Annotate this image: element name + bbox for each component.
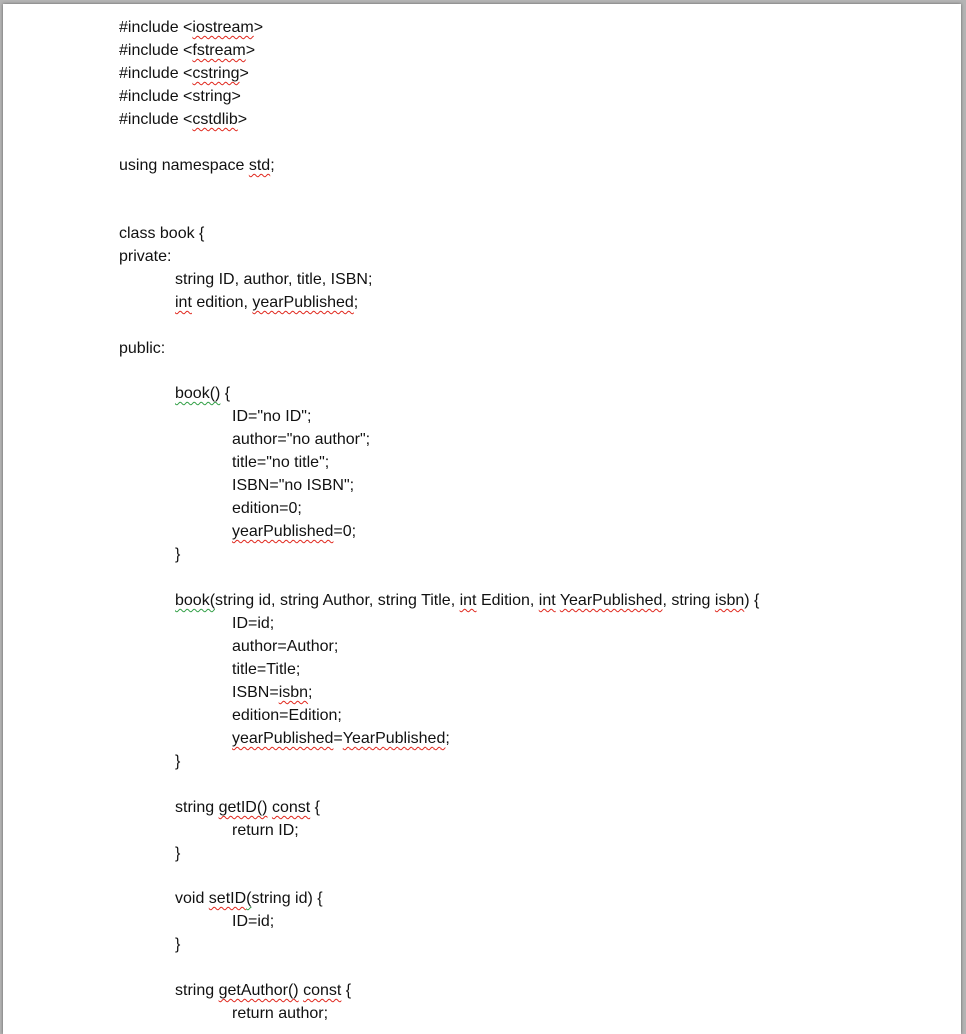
code-text: { [310,799,320,816]
spelling-error-text: std [248,157,271,174]
code-text: string id, string Author, string Title, [215,592,460,609]
code-line [232,453,329,473]
code-line [175,889,323,909]
code-text: Edition, [476,592,539,609]
code-line [175,293,358,313]
code-text: string [175,982,219,999]
code-line [175,270,372,290]
code-line [119,41,255,61]
code-text: author=Author; [232,638,339,655]
code-line [175,844,180,864]
code-text: } [175,753,181,770]
code-text: ; [270,157,275,174]
spelling-error-text: isbn [714,592,745,609]
code-text: { [341,982,352,999]
code-text: } [175,546,181,563]
code-text: } [175,936,181,953]
grammar-flag-text: ( [246,890,252,907]
code-line [232,706,342,726]
code-text: author="no author"; [232,431,371,448]
code-text: ISBN= [232,684,279,701]
code-text: #include <string> [119,88,241,105]
code-text: string [175,799,219,816]
code-text: ; [445,730,450,747]
code-text: edition=Edition; [232,707,342,724]
spelling-error-text: setID [208,890,247,907]
spelling-error-text: yearPublished [252,294,354,311]
code-text: edition=0; [232,500,302,517]
spelling-error-text: yearPublished [232,730,334,747]
code-text: void [175,890,209,907]
code-line [175,384,230,404]
code-line [175,591,759,611]
spelling-error-text: iostream [192,19,254,36]
code-text: public: [119,340,166,357]
code-text: > [253,19,264,36]
code-text: #include < [119,19,193,36]
code-text: using namespace [119,157,249,174]
code-line [175,935,180,955]
code-line [119,110,247,130]
code-line [232,729,450,749]
code-line [232,430,370,450]
code-text: ID=id; [232,615,275,632]
spelling-error-text: int [459,592,477,609]
code-text: return author; [232,1005,329,1022]
code-text: #include < [119,42,193,59]
code-line [232,476,354,496]
code-line [232,912,274,932]
code-text: class book { [119,225,205,242]
code-line [232,614,274,634]
code-line [119,18,263,38]
code-line [175,752,180,772]
spelling-error-text: isbn [278,684,309,701]
code-line [119,224,204,244]
code-line [232,660,300,680]
spelling-error-text: getID() [218,799,268,816]
spelling-error-text: yearPublished [232,523,334,540]
code-line [175,545,180,565]
code-text: title="no title"; [232,454,330,471]
grammar-flag-text: book( [175,592,216,609]
code-text: { [220,385,231,402]
code-line [119,156,275,176]
code-text: } [175,845,181,862]
code-text: , string [662,592,715,609]
code-line [119,247,171,267]
code-text: > [237,111,248,128]
code-text: = [333,730,343,747]
code-line [232,637,338,657]
code-line [119,339,165,359]
spelling-error-text: YearPublished [559,592,663,609]
code-line [232,821,299,841]
spelling-error-text: int [538,592,556,609]
code-line [119,64,249,84]
code-line [232,1004,328,1024]
code-text: ) { [744,592,760,609]
document-page[interactable] [3,4,961,1034]
spelling-error-text: fstream [192,42,246,59]
document-body[interactable] [3,4,961,1034]
code-line [175,981,351,1001]
code-line [175,798,320,818]
code-line [119,87,241,107]
code-text: #include < [119,65,193,82]
code-text: ; [308,684,313,701]
code-text: =0; [333,523,357,540]
code-text: edition, [191,294,253,311]
spelling-error-text: int [175,294,192,311]
code-text: string ID, author, title, ISBN; [175,271,373,288]
code-text: > [239,65,249,82]
code-line [232,499,302,519]
code-line [232,683,313,703]
code-text: > [245,42,256,59]
code-text: ISBN="no ISBN"; [232,477,355,494]
code-line [232,522,356,542]
spelling-error-text: const [271,799,311,816]
code-text: #include < [119,111,193,128]
code-text: title=Title; [232,661,301,678]
code-text: ID="no ID"; [232,408,312,425]
code-line [232,407,311,427]
code-text: ; [353,294,359,311]
spelling-error-text: YearPublished [342,730,446,747]
code-text: return ID; [232,822,299,839]
spelling-error-text: getAuthor() [218,982,299,999]
code-text: private: [119,248,172,265]
grammar-flag-text: book() [175,385,221,402]
spelling-error-text: cstdlib [192,111,238,128]
code-text: string id) { [251,890,323,907]
spelling-error-text: cstring [192,65,240,82]
spelling-error-text: const [303,982,342,999]
code-text: ID=id; [232,913,275,930]
